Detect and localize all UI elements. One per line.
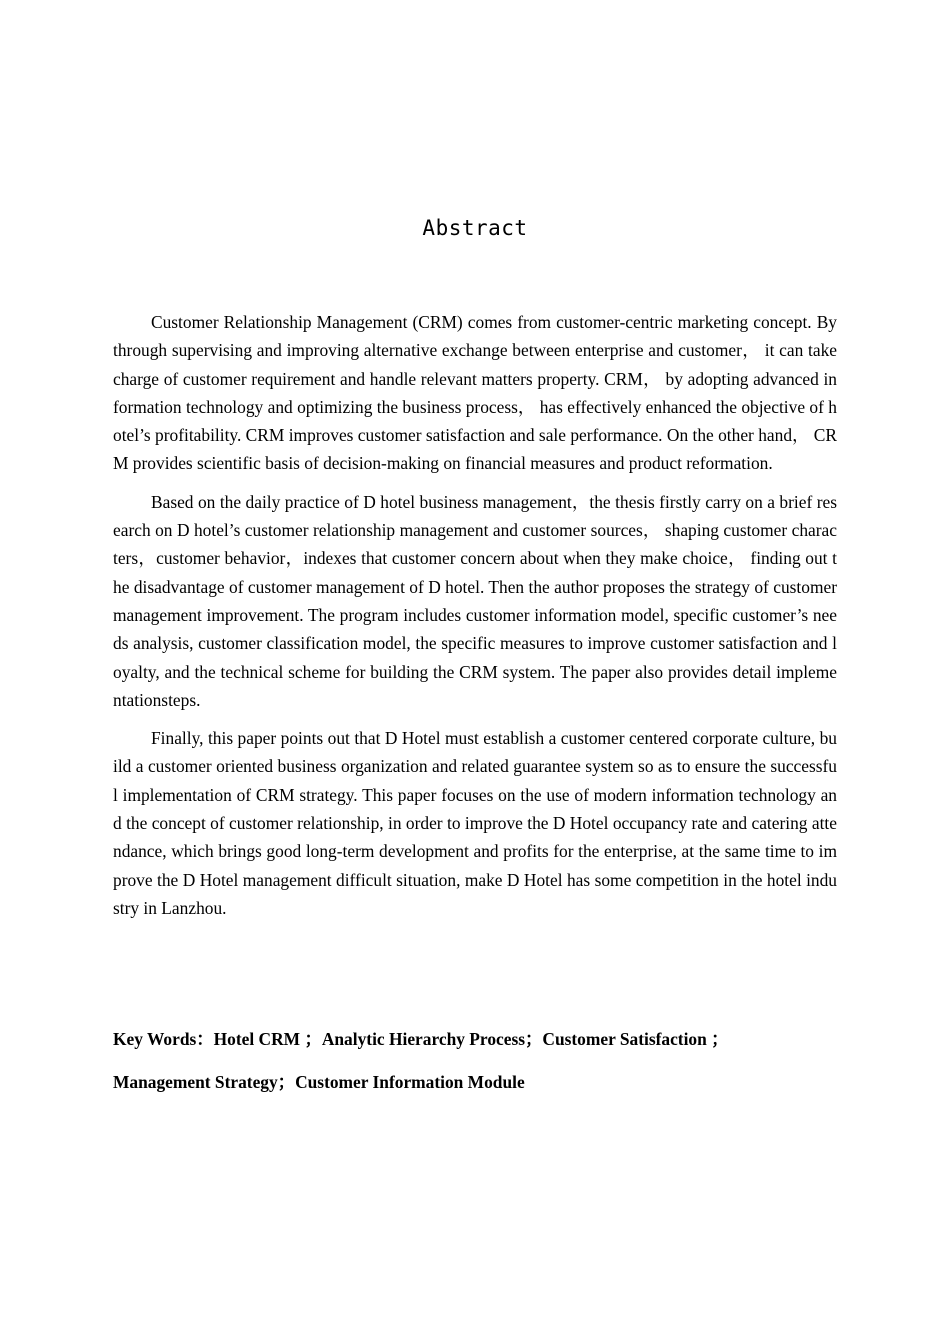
abstract-paragraph-1: Customer Relationship Management (CRM) comes from customer-centric marketing concept. By through supervising and improving alternative exchange between enterprise and customer， it can take charge of customer requirement and handle relevant matters property. CRM， by adopting advanced information technology and optimizing the business process， has effectively enhanced the objective of hotel’s profitability. CRM improves customer satisfaction and sale performance. On the other hand， CRM provides scientific basis of decision-making on financial measures and product reformation. xyxy=(113,312,837,474)
abstract-paragraph-2: Based on the daily practice of D hotel business management，the thesis firstly carry on a brief research on D hotel’s customer relationship management and customer sources， shaping customer characters，customer behavior，indexes that customer concern about when they make choice， finding out the disadvantage of customer management of D hotel. Then the author proposes the strategy of customer management improvement. The program includes customer information model, specific customer’s needs analysis, customer classification model, the specific measures to improve customer satisfaction and loyalty, and the technical scheme for building the CRM system. The paper also provides detail implementationsteps. xyxy=(113,491,837,710)
abstract-paragraph-3: Finally, this paper points out that D Hotel must establish a customer centered corporate culture, build a customer oriented business organization and related guarantee system so as to ensure the successful implementation of CRM strategy. This paper focuses on the use of modern information technology and the concept of customer relationship, in order to improve the D Hotel occupancy rate and catering attendance, which brings good long-term development and profits for the enterprise, at the same time to improve the D Hotel management difficult situation, make D Hotel has some competition in the hotel industry in Lanzhou. xyxy=(113,728,837,918)
abstract-body xyxy=(113,308,837,932)
keywords-line-2: Management Strategy；Customer Information Module xyxy=(113,1072,525,1092)
keywords-line-1: Key Words：Hotel CRM ；Analytic Hierarchy Process；Customer Satisfaction ； xyxy=(113,1029,729,1049)
keywords-block xyxy=(113,1018,837,1104)
abstract-heading: Abstract xyxy=(422,216,528,240)
